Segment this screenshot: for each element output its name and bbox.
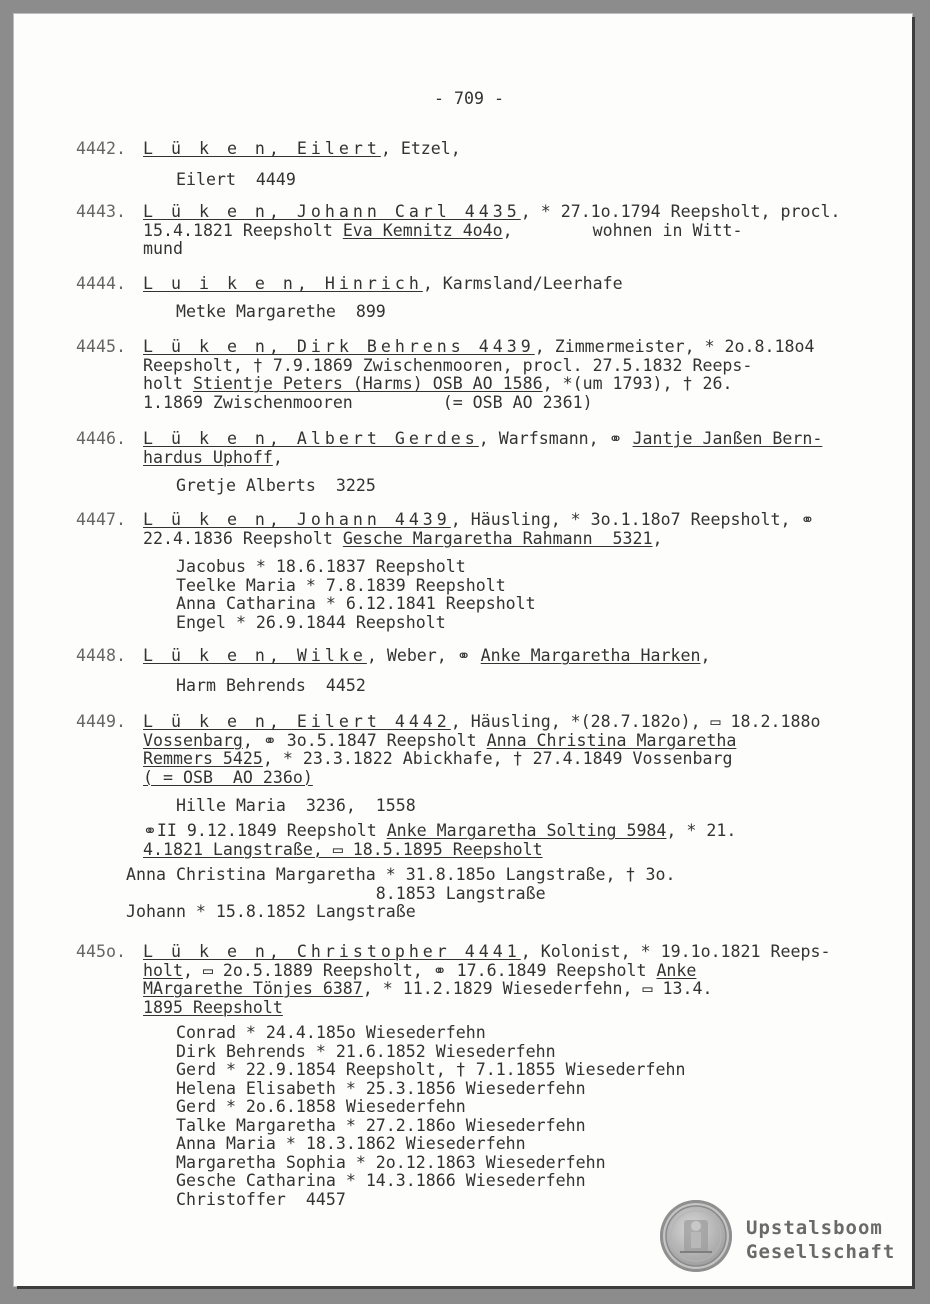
entry-line: [143, 375, 814, 394]
children-list: [176, 171, 296, 190]
entry-body: [143, 647, 710, 666]
entry-line: [143, 841, 736, 860]
text-segment: 15.4.1821 Reepsholt: [143, 220, 343, 240]
children-list: [176, 677, 366, 696]
child-entry: Anna Christina Margaretha * 31.8.185o Langstraße, † 3o.: [126, 865, 676, 884]
text-segment: , Weber, ⚭: [366, 646, 481, 665]
text-segment: ,: [272, 447, 283, 467]
entry-body: [143, 338, 814, 412]
entry-line: [143, 713, 820, 732]
text-segment: ,: [700, 646, 711, 665]
surname-heading: L ü k e n, Eilert: [143, 139, 381, 158]
entry-line: [143, 999, 830, 1018]
text-segment: , * 11.2.1829 Wiesederfehn, ▭ 13.4.: [362, 979, 713, 998]
child-entry: Gerd * 2o.6.1858 Wiesederfehn: [176, 1097, 466, 1116]
text-segment: , Kolonist, * 19.1o.1821 Reeps-: [520, 942, 831, 961]
text-segment: ⚭II 9.12.1849 Reepsholt: [143, 821, 387, 840]
text-segment: Remmers 5425: [143, 749, 263, 768]
child-entry: Metke Margarethe 899: [176, 302, 386, 321]
surname-heading: L ü k e n, Wilke: [143, 646, 367, 665]
child-entry: Gesche Catharina * 14.3.1866 Wiesederfehn: [176, 1171, 586, 1190]
text-segment: , Warfsmann, ⚭: [478, 429, 633, 448]
text-segment: 1.1869 Zwischenmooren (= OSB AO 2361): [143, 392, 593, 412]
text-segment: , Häusling, * 3o.1.18o7 Reepsholt, ⚭: [450, 510, 815, 529]
children-list: [176, 1024, 686, 1209]
text-segment: Anke: [656, 960, 697, 980]
child-entry: 8.1853 Langstraße: [126, 883, 546, 903]
logo-text: [746, 1216, 895, 1264]
text-segment: ,: [652, 528, 663, 548]
surname-heading: L ü k e n, Albert Gerdes: [143, 429, 479, 448]
seal-logo-icon: [660, 1200, 732, 1272]
text-segment: , Zimmermeister, * 2o.8.18o4: [534, 337, 815, 356]
entry-line: [143, 203, 840, 222]
child-entry: Margaretha Sophia * 2o.12.1863 Wiesederfehn: [176, 1152, 606, 1172]
children-list: [176, 558, 536, 632]
entry-number: 4446.: [76, 429, 126, 448]
entry-line: [143, 394, 814, 413]
entry-number: 4443.: [76, 202, 126, 221]
entry-number: 4447.: [76, 510, 126, 529]
entry-line: [143, 222, 840, 241]
child-entry: Eilert 4449: [176, 170, 296, 189]
entry-line: [143, 980, 830, 999]
child-entry: Gerd * 22.9.1854 Reepsholt, † 7.1.1855 Wiesederfehn: [176, 1060, 686, 1079]
text-segment: Reepsholt, † 7.9.1869 Zwischenmooren, procl. 27.5.1832 Reeps-: [143, 355, 753, 375]
text-segment: , Etzel,: [380, 139, 461, 158]
child-entry: Dirk Behrends * 21.6.1852 Wiesederfehn: [176, 1041, 556, 1061]
text-segment: mund: [143, 239, 183, 258]
text-segment: , Häusling, *(28.7.182o), ▭ 18.2.188o: [450, 712, 821, 731]
text-segment: holt: [143, 374, 193, 393]
entry-number: 4445.: [76, 337, 126, 356]
text-segment: 4.1821 Langstraße, ▭ 18.5.1895 Reepsholt: [143, 839, 543, 859]
entry-line: [143, 140, 461, 159]
document-page: [14, 14, 912, 1286]
child-entry: Teelke Maria * 7.8.1839 Reepsholt: [176, 575, 506, 595]
text-segment: , wohnen in Witt-: [502, 220, 743, 240]
text-segment: Anna Christina Margaretha: [486, 730, 737, 750]
entry-line: [143, 732, 820, 751]
entry-number: 4444.: [76, 274, 126, 293]
text-segment: , Karmsland/Leerhafe: [422, 274, 623, 293]
text-segment: Jantje Janßen Bern-: [632, 429, 823, 448]
children-list: [176, 797, 416, 816]
entry-line: [143, 357, 814, 376]
entry-line: [143, 962, 830, 981]
child-entry: Christoffer 4457: [176, 1189, 346, 1209]
surname-heading: L u i k e n, Hinrich: [143, 274, 423, 293]
children-list: [176, 477, 376, 496]
second-marriage: [143, 822, 736, 859]
text-segment: 1895 Reepsholt: [143, 997, 283, 1017]
text-segment: , * 23.3.1822 Abickhafe, † 27.4.1849 Vossenbarg: [262, 749, 733, 768]
text-segment: holt: [143, 960, 183, 980]
entry-line: [143, 449, 822, 468]
surname-heading: L ü k e n, Eilert 4442: [143, 712, 451, 731]
text-segment: Stientje Peters (Harms) OSB AO 1586: [192, 374, 543, 393]
child-entry: Gretje Alberts 3225: [176, 476, 376, 495]
entry-body: [143, 430, 822, 467]
logo-line-2: Gesellschaft: [746, 1241, 896, 1263]
surname-heading: L ü k e n, Dirk Behrens 4439: [143, 337, 535, 356]
text-segment: Anke Margaretha Harken: [480, 646, 701, 665]
entry-line: [143, 769, 820, 788]
child-entry: Conrad * 24.4.185o Wiesederfehn: [176, 1023, 486, 1042]
text-segment: , * 21.: [666, 821, 737, 840]
text-segment: Gesche Margaretha Rahmann 5321: [342, 528, 653, 548]
surname-heading: L ü k e n, Johann 4439: [143, 510, 451, 529]
text-segment: Anke Margaretha Solting 5984: [386, 821, 667, 840]
text-segment: , *(um 1793), † 26.: [542, 374, 733, 393]
entry-number: 445o.: [76, 942, 126, 961]
text-segment: , ▭ 2o.5.1889 Reepsholt, ⚭ 17.6.1849 Reepsholt: [182, 960, 657, 980]
child-entry: Helena Elisabeth * 25.3.1856 Wiesederfehn: [176, 1078, 586, 1098]
entry-line: [143, 275, 623, 294]
entry-number: 4442.: [76, 139, 126, 158]
child-entry: Anna Maria * 18.3.1862 Wiesederfehn: [176, 1134, 526, 1153]
entry-body: [143, 203, 840, 259]
text-segment: , * 27.1o.1794 Reepsholt, procl.: [520, 202, 841, 221]
entry-line: [143, 822, 736, 841]
logo-line-1: Upstalsboom: [746, 1217, 883, 1239]
text-segment: MArgarethe Tönjes 6387: [143, 979, 363, 998]
child-entry: Hille Maria 3236, 1558: [176, 796, 416, 815]
child-entry: Harm Behrends 4452: [176, 676, 366, 695]
children-list: [126, 866, 675, 922]
text-segment: 22.4.1836 Reepsholt: [143, 528, 343, 548]
child-entry: Engel * 26.9.1844 Reepsholt: [176, 612, 446, 632]
entry-body: [143, 140, 461, 159]
entry-body: [143, 713, 820, 787]
entry-line: [143, 647, 710, 666]
entry-body: [143, 943, 830, 1017]
text-segment: , ⚭ 3o.5.1847 Reepsholt: [242, 730, 487, 750]
page-number: - 709 -: [434, 89, 504, 108]
entry-body: [143, 511, 814, 548]
text-segment: hardus Uphoff: [143, 447, 273, 467]
text-segment: ( = OSB AO 236o): [143, 767, 313, 787]
entry-line: [143, 240, 840, 259]
text-segment: Vossenbarg: [143, 730, 243, 750]
entry-line: [143, 530, 814, 549]
entry-line: [143, 430, 822, 449]
surname-heading: L ü k e n, Christopher 4441: [143, 942, 521, 961]
entry-line: [143, 750, 820, 769]
child-entry: Talke Margaretha * 27.2.186o Wiesederfehn: [176, 1115, 586, 1135]
entry-number: 4448.: [76, 646, 126, 665]
child-entry: Johann * 15.8.1852 Langstraße: [126, 902, 416, 921]
child-entry: Jacobus * 18.6.1837 Reepsholt: [176, 557, 466, 576]
surname-heading: L ü k e n, Johann Carl 4435: [143, 202, 521, 221]
text-segment: Eva Kemnitz 4o4o: [342, 220, 503, 240]
children-list: [176, 303, 386, 322]
entry-line: [143, 511, 814, 530]
child-entry: Anna Catharina * 6.12.1841 Reepsholt: [176, 594, 536, 613]
entry-number: 4449.: [76, 712, 126, 731]
entry-body: [143, 275, 623, 294]
entry-line: [143, 943, 830, 962]
entry-line: [143, 338, 814, 357]
